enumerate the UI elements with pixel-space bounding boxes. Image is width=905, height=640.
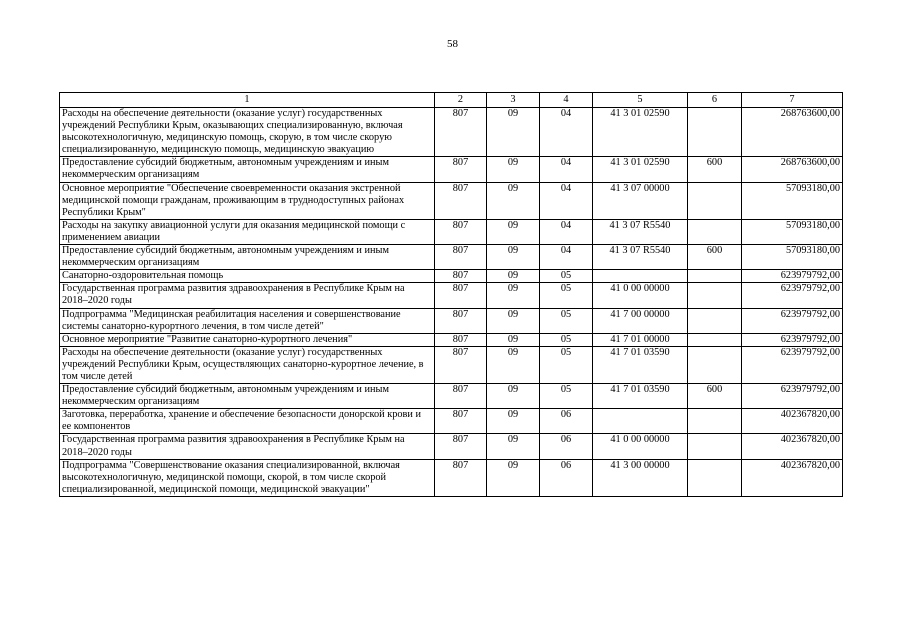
- expense-type-cell: [688, 270, 742, 283]
- target-article-cell: 41 3 01 02590: [593, 108, 688, 157]
- target-article-cell: 41 7 01 03590: [593, 346, 688, 383]
- amount-cell: 268763600,00: [742, 108, 843, 157]
- subsection-cell: 04: [540, 182, 593, 219]
- subsection-cell: 05: [540, 346, 593, 383]
- target-article-cell: 41 3 00 00000: [593, 459, 688, 496]
- code-cell: 807: [435, 157, 487, 182]
- target-article-cell: 41 3 07 00000: [593, 182, 688, 219]
- table-row: [60, 182, 843, 219]
- target-article-cell: 41 3 01 02590: [593, 157, 688, 182]
- section-cell: 09: [487, 409, 540, 434]
- table-row: [60, 409, 843, 434]
- code-cell: 807: [435, 108, 487, 157]
- code-cell: 807: [435, 346, 487, 383]
- table-row: [60, 459, 843, 496]
- header-cell: 6: [688, 93, 742, 108]
- code-cell: 807: [435, 384, 487, 409]
- section-cell: 09: [487, 459, 540, 496]
- amount-cell: 623979792,00: [742, 346, 843, 383]
- expense-type-cell: 600: [688, 245, 742, 270]
- code-cell: 807: [435, 245, 487, 270]
- target-article-cell: 41 7 00 00000: [593, 308, 688, 333]
- subsection-cell: 06: [540, 434, 593, 459]
- row-name-cell: Расходы на обеспечение деятельности (оказание услуг) государственных учреждений Республики Крым, осуществляющих санаторно-курортное лечение, в том числе детей: [60, 346, 435, 383]
- section-cell: 09: [487, 108, 540, 157]
- table-row: [60, 346, 843, 383]
- amount-cell: 623979792,00: [742, 333, 843, 346]
- section-cell: 09: [487, 157, 540, 182]
- header-cell: 5: [593, 93, 688, 108]
- code-cell: 807: [435, 182, 487, 219]
- subsection-cell: 05: [540, 283, 593, 308]
- expense-type-cell: [688, 283, 742, 308]
- row-name-cell: Государственная программа развития здравоохранения в Республике Крым на 2018–2020 годы: [60, 283, 435, 308]
- expense-type-cell: [688, 308, 742, 333]
- section-cell: 09: [487, 434, 540, 459]
- section-cell: 09: [487, 219, 540, 244]
- row-name-cell: Подпрограмма "Совершенствование оказания специализированной, включая высокотехнологичную, медицинской помощи, скорой, в том числе скорой специализированной, медицинской помощи, медицинской эвакуации": [60, 459, 435, 496]
- table-row: [60, 333, 843, 346]
- amount-cell: 623979792,00: [742, 270, 843, 283]
- row-name-cell: Расходы на закупку авиационной услуги для оказания медицинской помощи с применением авиации: [60, 219, 435, 244]
- table-row: [60, 434, 843, 459]
- subsection-cell: 05: [540, 384, 593, 409]
- expense-type-cell: [688, 346, 742, 383]
- target-article-cell: [593, 409, 688, 434]
- expense-type-cell: [688, 108, 742, 157]
- table-row: [60, 157, 843, 182]
- header-cell: 2: [435, 93, 487, 108]
- target-article-cell: 41 0 00 00000: [593, 283, 688, 308]
- section-cell: 09: [487, 333, 540, 346]
- subsection-cell: 05: [540, 270, 593, 283]
- amount-cell: 57093180,00: [742, 182, 843, 219]
- page-number: 58: [447, 38, 458, 50]
- code-cell: 807: [435, 308, 487, 333]
- subsection-cell: 06: [540, 459, 593, 496]
- section-cell: 09: [487, 346, 540, 383]
- code-cell: 807: [435, 270, 487, 283]
- amount-cell: 623979792,00: [742, 384, 843, 409]
- code-cell: 807: [435, 283, 487, 308]
- row-name-cell: Предоставление субсидий бюджетным, автономным учреждениям и иным некоммерческим организациям: [60, 384, 435, 409]
- subsection-cell: 06: [540, 409, 593, 434]
- subsection-cell: 04: [540, 108, 593, 157]
- amount-cell: 268763600,00: [742, 157, 843, 182]
- row-name-cell: Подпрограмма "Медицинская реабилитация населения и совершенствование системы санаторно-курортного лечения, в том числе детей": [60, 308, 435, 333]
- target-article-cell: [593, 270, 688, 283]
- row-name-cell: Основное мероприятие "Развитие санаторно-курортного лечения": [60, 333, 435, 346]
- row-name-cell: Государственная программа развития здравоохранения в Республике Крым на 2018–2020 годы: [60, 434, 435, 459]
- table-row: [60, 108, 843, 157]
- subsection-cell: 04: [540, 219, 593, 244]
- expense-type-cell: 600: [688, 384, 742, 409]
- row-name-cell: Расходы на обеспечение деятельности (оказание услуг) государственных учреждений Республики Крым, оказывающих специализированную, включая высокотехнологичную, медицинскую помощь, скорую, в том числе скорую специализированную, медицинскую помощь, медицинскую эвакуацию: [60, 108, 435, 157]
- section-cell: 09: [487, 182, 540, 219]
- section-cell: 09: [487, 270, 540, 283]
- expense-type-cell: [688, 182, 742, 219]
- header-cell: 3: [487, 93, 540, 108]
- amount-cell: 402367820,00: [742, 434, 843, 459]
- subsection-cell: 05: [540, 333, 593, 346]
- section-cell: 09: [487, 308, 540, 333]
- code-cell: 807: [435, 333, 487, 346]
- table-row: [60, 308, 843, 333]
- target-article-cell: 41 7 01 03590: [593, 384, 688, 409]
- expense-type-cell: [688, 434, 742, 459]
- section-cell: 09: [487, 384, 540, 409]
- budget-table: [59, 92, 843, 497]
- table-row: [60, 245, 843, 270]
- subsection-cell: 04: [540, 245, 593, 270]
- row-name-cell: Заготовка, переработка, хранение и обеспечение безопасности донорской крови и ее компонентов: [60, 409, 435, 434]
- section-cell: 09: [487, 245, 540, 270]
- target-article-cell: 41 7 01 00000: [593, 333, 688, 346]
- table-row: [60, 384, 843, 409]
- amount-cell: 623979792,00: [742, 308, 843, 333]
- amount-cell: 402367820,00: [742, 409, 843, 434]
- section-cell: 09: [487, 283, 540, 308]
- row-name-cell: Основное мероприятие "Обеспечение своевременности оказания экстренной медицинской помощи гражданам, проживающим в труднодоступных районах Республики Крым": [60, 182, 435, 219]
- header-row: [60, 93, 843, 108]
- expense-type-cell: [688, 219, 742, 244]
- expense-type-cell: [688, 409, 742, 434]
- code-cell: 807: [435, 409, 487, 434]
- row-name-cell: Предоставление субсидий бюджетным, автономным учреждениям и иным некоммерческим организациям: [60, 157, 435, 182]
- amount-cell: 57093180,00: [742, 219, 843, 244]
- subsection-cell: 04: [540, 157, 593, 182]
- code-cell: 807: [435, 459, 487, 496]
- target-article-cell: 41 3 07 R5540: [593, 219, 688, 244]
- table-row: [60, 270, 843, 283]
- code-cell: 807: [435, 219, 487, 244]
- header-cell: 7: [742, 93, 843, 108]
- table-row: [60, 219, 843, 244]
- header-cell: 1: [60, 93, 435, 108]
- expense-type-cell: 600: [688, 157, 742, 182]
- expense-type-cell: [688, 459, 742, 496]
- expense-type-cell: [688, 333, 742, 346]
- target-article-cell: 41 3 07 R5540: [593, 245, 688, 270]
- row-name-cell: Предоставление субсидий бюджетным, автономным учреждениям и иным некоммерческим организациям: [60, 245, 435, 270]
- code-cell: 807: [435, 434, 487, 459]
- amount-cell: 57093180,00: [742, 245, 843, 270]
- table-row: [60, 283, 843, 308]
- header-cell: 4: [540, 93, 593, 108]
- amount-cell: 402367820,00: [742, 459, 843, 496]
- amount-cell: 623979792,00: [742, 283, 843, 308]
- subsection-cell: 05: [540, 308, 593, 333]
- target-article-cell: 41 0 00 00000: [593, 434, 688, 459]
- row-name-cell: Санаторно-оздоровительная помощь: [60, 270, 435, 283]
